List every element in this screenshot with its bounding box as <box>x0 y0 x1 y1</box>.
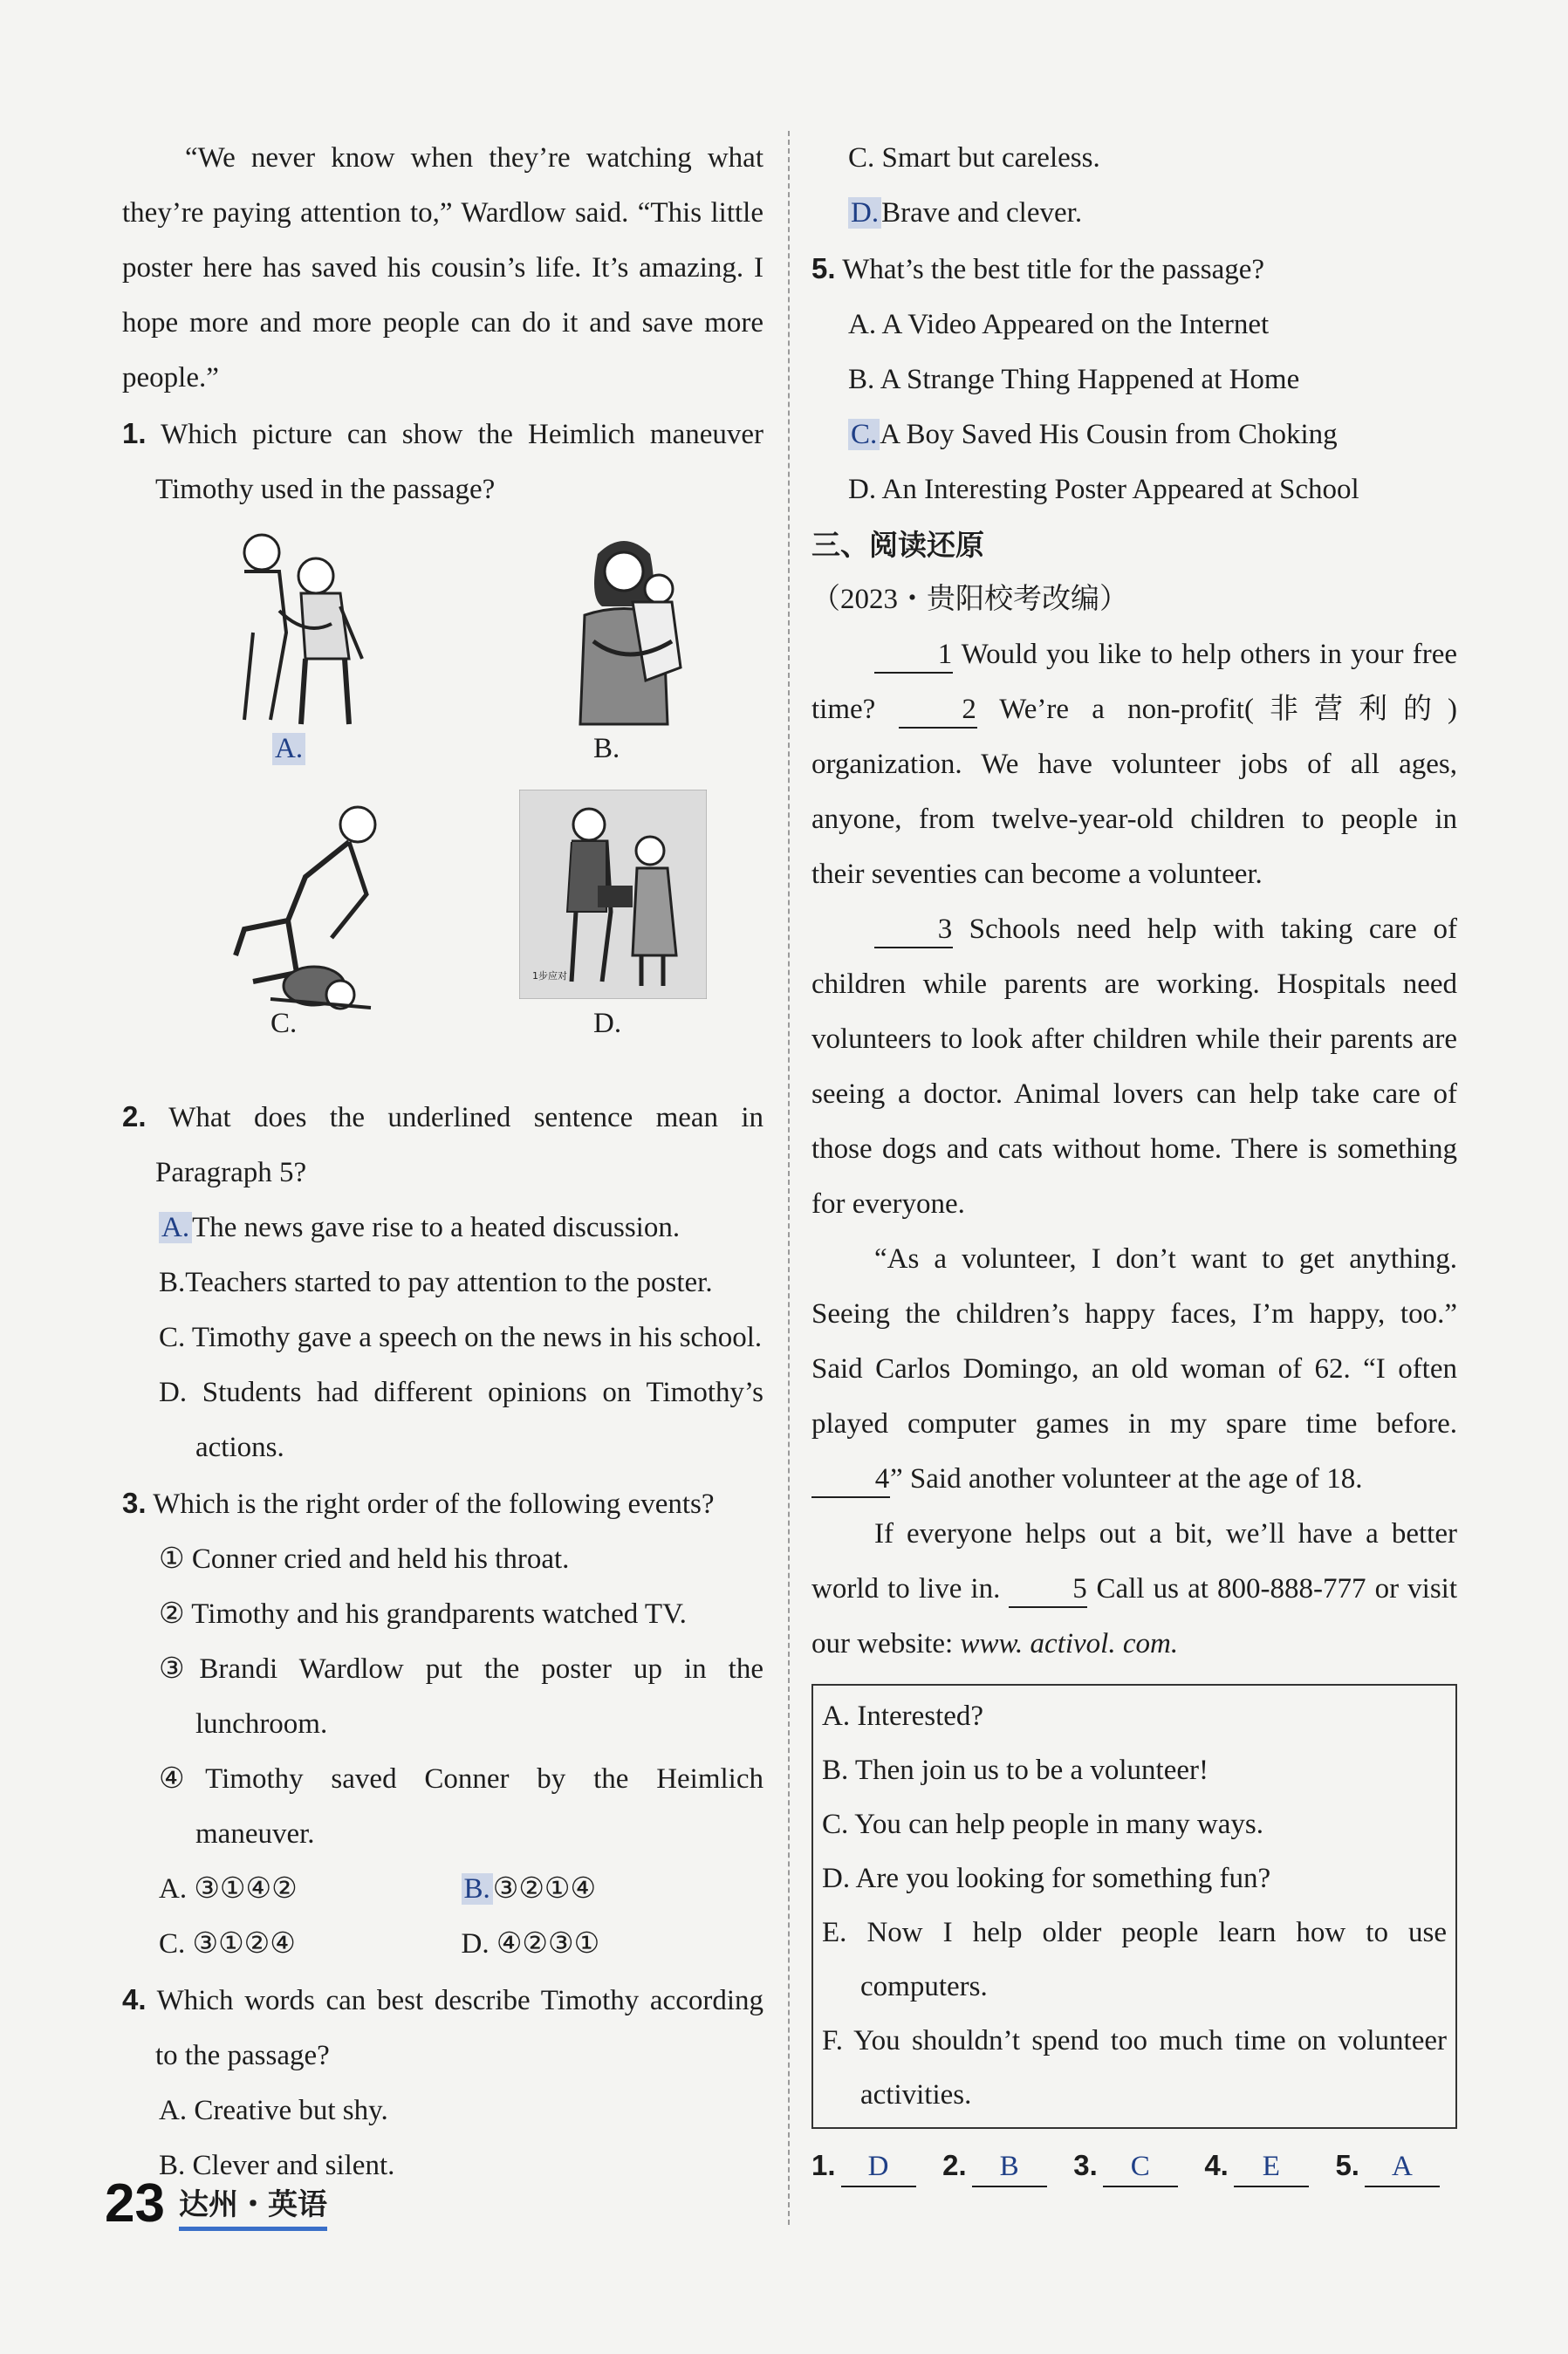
question-5: 5. What’s the best title for the passage? <box>811 252 1265 285</box>
label-d: D. <box>593 1008 622 1039</box>
blank-5: 5 <box>1009 1571 1087 1608</box>
box-option-e: E. Now I help older people learn how to use computers. <box>822 1917 1447 2002</box>
answer-2: 2. B <box>942 2139 1047 2193</box>
q2-option-c: C. Timothy gave a speech on the news in his school. <box>159 1322 763 1353</box>
answer-1: 1. D <box>811 2139 916 2193</box>
question-1: 1. Which picture can show the Heimlich maneuver Timothy used in the passage? <box>122 417 764 505</box>
box-option-a: A. Interested? <box>822 1700 984 1732</box>
q3-event-2: ② Timothy and his grandparents watched TV. <box>159 1598 687 1630</box>
section-title: 三、阅读还原 <box>811 528 984 562</box>
q4-option-b: B. Clever and silent. <box>159 2150 395 2181</box>
website: www. activol. com. <box>960 1628 1179 1659</box>
question-3: 3. Which is the right order of the following events? <box>122 1487 715 1520</box>
passage-paragraph-4: If everyone helps out a bit, we’ll have a better world to live in. 5 Call us at 800-888-777 or visit our website: www. activol. com. <box>811 1518 1458 1659</box>
picture-b-holding-baby <box>550 528 698 729</box>
q3-option-d: D. ④②③① <box>461 1928 600 1960</box>
page-footer <box>105 2173 327 2234</box>
right-column <box>811 131 1457 2193</box>
q2-option-b: B.Teachers started to pay attention to the poster. <box>159 1267 713 1298</box>
q3-event-4: ④Timothy saved Conner by the Heimlich maneuver. <box>159 1763 763 1850</box>
passage-paragraph-2: 3 Schools need help with taking care of children while parents are working. Hospitals need volunteers to look after children while their parents are seeing a doctor. Animal lovers can help take care of those dogs and cats without home. There is something for everyone. <box>811 914 1457 1220</box>
box-option-d: D. Are you looking for something fun? <box>822 1863 1271 1894</box>
q5-option-c: C.A Boy Saved His Cousin from Choking <box>811 407 1457 462</box>
q2-option-d: D. Students had different opinions on Timothy’s actions. <box>159 1377 763 1463</box>
picture-c-kneeling-rescue <box>218 798 410 1016</box>
q3-option-c: C. ③①②④ <box>159 1928 296 1960</box>
left-column <box>122 131 763 2193</box>
column-divider <box>788 131 790 2225</box>
box-option-b: B. Then join us to be a volunteer! <box>822 1755 1209 1786</box>
answer-row <box>811 2139 1440 2193</box>
box-option-c: C. You can help people in many ways. <box>822 1809 1263 1840</box>
footer-title: 达州・英语 <box>179 2180 327 2231</box>
q3-option-a: A. ③①④② <box>159 1873 298 1905</box>
q3-event-3: ③Brandi Wardlow put the poster up in the lunchroom. <box>159 1653 763 1740</box>
q5-option-a: A. A Video Appeared on the Internet <box>848 309 1270 340</box>
blank-3: 3 <box>874 912 953 948</box>
q4-option-c: C. Smart but careless. <box>848 142 1100 174</box>
blank-2: 2 <box>899 692 977 729</box>
q4-option-a: A. Creative but shy. <box>159 2095 388 2126</box>
options-box <box>811 1684 1457 2129</box>
q4-option-d: D.Brave and clever. <box>811 186 1457 241</box>
passage-paragraph-3: “As a volunteer, I don’t want to get anything. Seeing the children’s happy faces, I’m happy, too.” Said Carlos Domingo, an old woman of 62. “I often played computer games in my spare time before. 4” Said another volunteer at the age of 18. <box>811 1232 1457 1507</box>
q2-option-a: A.The news gave rise to a heated discussion. <box>122 1201 763 1256</box>
q5-option-d: D. An Interesting Poster Appeared at School <box>848 474 1359 505</box>
picture-a-heimlich-standing <box>218 528 366 729</box>
answer-4: 4. E <box>1204 2139 1309 2193</box>
picture-d-poster-scene <box>519 790 707 999</box>
question-4: 4. Which words can best describe Timothy according to the passage? <box>122 1983 764 2071</box>
picture-d-poster-caption: 1步应对 <box>532 970 567 982</box>
answer-5: 5. A <box>1335 2139 1440 2193</box>
q3-options-row-1 <box>122 1862 763 1917</box>
closing-paragraph: “We never know when they’re watching what they’re paying attention to,” Wardlow said. “This little poster here has saved his cousin’s life. It’s amazing. I hope more and more people can do it and save more people.” <box>122 142 763 393</box>
passage-paragraph-1: 1 Would you like to help others in your free time? 2 We’re a non-profit(非营利的) organization. We have volunteer jobs of all ages, anyone, from twelve-year-old children to people in their seventies can become a volunteer. <box>811 639 1457 890</box>
q3-event-1: ① Conner cried and held his throat. <box>159 1543 570 1575</box>
blank-1: 1 <box>874 637 953 674</box>
label-c: C. <box>270 1008 298 1039</box>
source-note: （2023・贵阳校考改编） <box>811 584 1128 615</box>
question-2: 2. What does the underlined sentence mean in Paragraph 5? <box>122 1100 763 1188</box>
q3-options-row-2 <box>122 1917 763 1972</box>
label-b: B. <box>593 733 620 764</box>
q5-option-b: B. A Strange Thing Happened at Home <box>848 364 1300 395</box>
page-number: 23 <box>105 2173 165 2234</box>
label-a-marked: A. <box>272 733 305 765</box>
q1-picture-grid <box>122 519 763 1082</box>
blank-4: 4 <box>811 1461 890 1498</box>
answer-3: 3. C <box>1073 2139 1178 2193</box>
q3-option-b: B.③②①④ <box>462 1862 764 1917</box>
box-option-f: F. You shouldn’t spend too much time on volunteer activities. <box>822 2025 1447 2111</box>
